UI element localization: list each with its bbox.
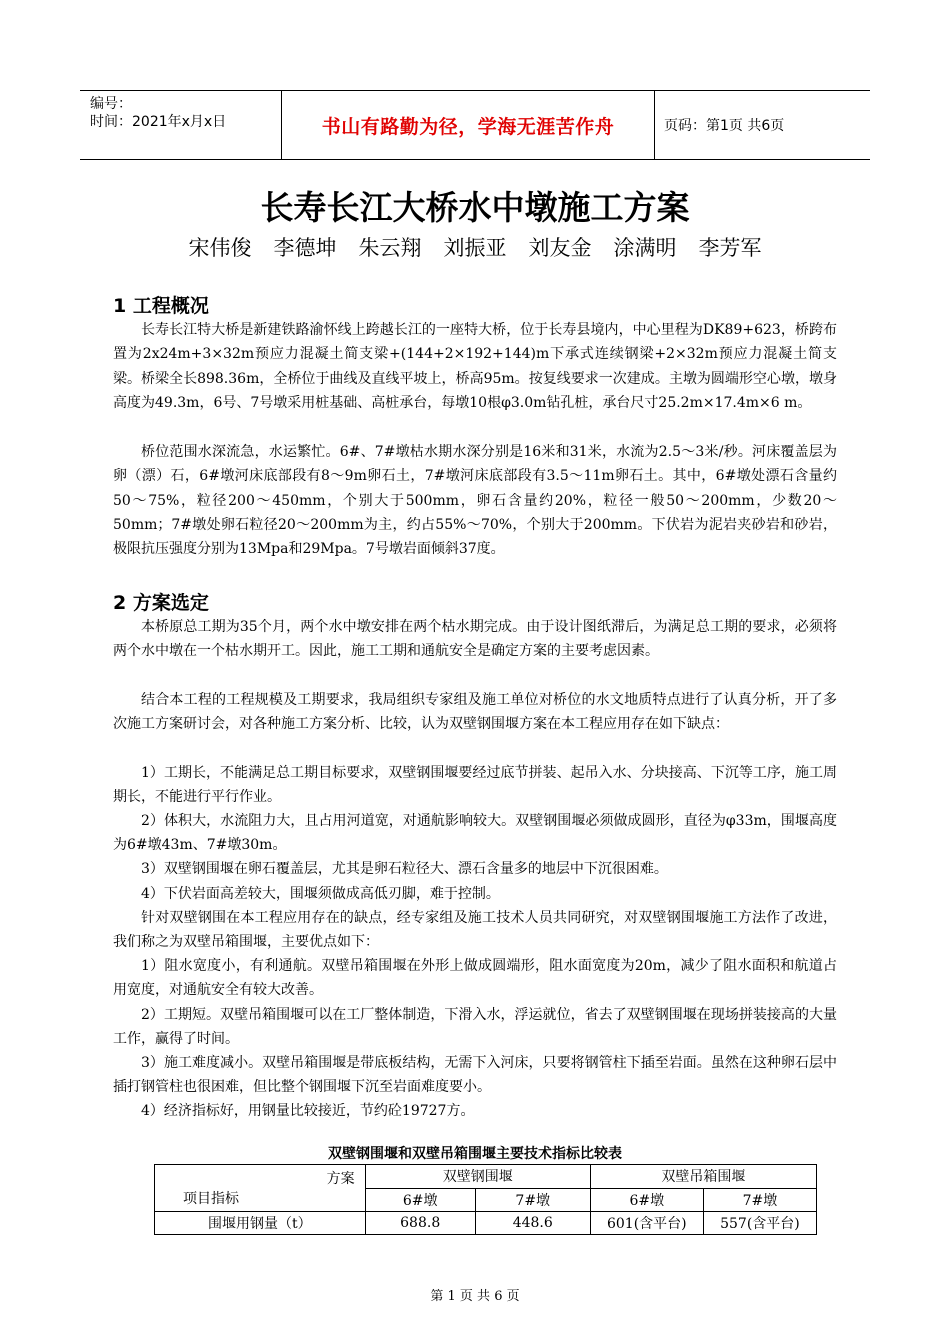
paragraph: 本桥原总工期为35个月，两个水中墩安排在两个枯水期完成。由于设计图纸滞后，为满足总工期的要求，必须将两个水中墩在一个枯水期开工。因此，施工工期和通航安全是确定方案的主要考虑因素。 [113, 619, 837, 660]
table-cell: 601(含平台) [590, 1212, 703, 1235]
header-meta [80, 91, 282, 159]
paragraph: 长寿长江特大桥是新建铁路渝怀线上跨越长江的一座特大桥，位于长寿县境内，中心里程为DK89+623，桥跨布置为2x24m+3×32m预应力混凝土简支梁+(144+2×192+144)m下承式连续钢梁+2×32m预应力混凝土简支梁。桥梁全长898.36m，全桥位于曲线及直线平坡上，桥高95m。按复线要求一次建成。主墩为圆端形空心墩，墩身高度为49.3m，6号、7号墩采用桩基础、高桩承台，每墩10根φ3.0m钻孔桩，承台尺寸25.2m×17.4m×6 m。 [113, 322, 837, 411]
paragraph: 桥位范围水深流急，水运繁忙。6#、7#墩枯水期水深分别是16米和31米，水流为2.5～3米/秒。河床覆盖层为卵（漂）石，6#墩河床底部段有8～9m卵石土，7#墩河床底部段有3.5～11m卵石土。其中，6#墩处漂石含量约50～75%，粒径200～450mm，个别大于500mm，卵石含量约20%，粒径一般50～200mm，少数20～50mm；7#墩处卵石粒径20～200mm为主，约占55%～70%，个别大于200mm。下伏岩为泥岩夹砂岩和砂岩，极限抗压强度分别为13Mpa和29Mpa。7号墩岩面倾斜37度。 [113, 444, 837, 558]
author-name: 李芳军 [698, 236, 762, 260]
author-list [0, 232, 950, 262]
group-header: 双壁钢围堰 [365, 1165, 590, 1189]
author-name: 朱云翔 [358, 236, 422, 260]
subheader-cell: 7#墩 [703, 1188, 816, 1212]
table-header-row [155, 1165, 817, 1189]
header-page [654, 91, 870, 159]
serial-label: 编号： [90, 96, 132, 112]
time-label: 时间：2021年x月x日 [90, 114, 227, 130]
author-name: 涂满明 [613, 236, 677, 260]
comparison-table [154, 1164, 817, 1235]
table-corner-cell [155, 1165, 366, 1212]
paragraph: 4）下伏岩面高差较大，围堰须做成高低刃脚，难于控制。 [141, 886, 500, 902]
page-footer: 第 1 页 共 6 页 [430, 1289, 520, 1304]
page-header [80, 90, 870, 160]
paragraph: 1）工期长，不能满足总工期目标要求，双壁钢围堰要经过底节拼装、起吊入水、分块接高、下沉等工序，施工周期长，不能进行平行作业。 [113, 765, 837, 806]
document-title: 长寿长江大桥水中墩施工方案 [260, 188, 690, 227]
group-header: 双壁吊箱围堰 [590, 1165, 816, 1189]
paragraph: 1）阻水宽度小，有利通航。双壁吊箱围堰在外形上做成圆端形，阻水面宽度为20m，减少了阻水面积和航道占用宽度，对通航安全有较大改善。 [113, 958, 837, 999]
table-cell: 448.6 [475, 1212, 590, 1235]
author-name: 刘振亚 [443, 236, 507, 260]
paragraph: 3）双壁钢围堰在卵石覆盖层，尤其是卵石粒径大、漂石含量多的地层中下沉很困难。 [141, 861, 668, 877]
table-cell: 557(含平台) [703, 1212, 816, 1235]
author-name: 宋伟俊 [188, 236, 252, 260]
paragraph: 4）经济指标好，用钢量比较接近，节约砼19727方。 [141, 1103, 475, 1119]
table-caption: 双壁钢围堰和双壁吊箱围堰主要技术指标比较表 [328, 1146, 622, 1162]
section-heading: 2 方案选定 [113, 592, 209, 614]
section-heading: 1 工程概况 [113, 295, 209, 317]
row-label: 围堰用钢量（t） [155, 1212, 366, 1235]
author-name: 李德坤 [273, 236, 337, 260]
author-name: 刘友金 [528, 236, 592, 260]
page-label: 页码：第1页 共6页 [664, 118, 785, 134]
motto-text: 书山有路勤为径，学海无涯苦作舟 [321, 115, 615, 138]
subheader-cell: 7#墩 [475, 1188, 590, 1212]
paragraph: 2）体积大，水流阻力大，且占用河道宽，对通航影响较大。双壁钢围堰必须做成圆形，直径为φ33m，围堰高度为6#墩43m、7#墩30m。 [113, 813, 837, 854]
subheader-cell: 6#墩 [590, 1188, 703, 1212]
corner-top-label: 方案 [326, 1171, 355, 1187]
table-row [155, 1212, 817, 1235]
subheader-cell: 6#墩 [365, 1188, 475, 1212]
paragraph: 3）施工难度减小。双壁吊箱围堰是带底板结构，无需下入河床，只要将钢管柱下插至岩面。虽然在这种卵石层中插打钢管柱也很困难，但比整个钢围堰下沉至岩面难度要小。 [113, 1055, 837, 1096]
header-motto [282, 91, 655, 159]
paragraph: 针对双壁钢围在本工程应用存在的缺点，经专家组及施工技术人员共同研究，对双壁钢围堰施工方法作了改进，我们称之为双壁吊箱围堰，主要优点如下： [113, 910, 837, 951]
paragraph: 结合本工程的工程规模及工期要求，我局组织专家组及施工单位对桥位的水文地质特点进行了认真分析，开了多次施工方案研讨会，对各种施工方案分析、比较，认为双壁钢围堰方案在本工程应用存在如下缺点： [113, 692, 837, 733]
paragraph: 2）工期短。双壁吊箱围堰可以在工厂整体制造，下滑入水，浮运就位，省去了双壁钢围堰在现场拼装接高的大量工作，赢得了时间。 [113, 1007, 837, 1048]
table-cell: 688.8 [365, 1212, 475, 1235]
corner-bottom-label: 项目指标 [183, 1191, 239, 1207]
